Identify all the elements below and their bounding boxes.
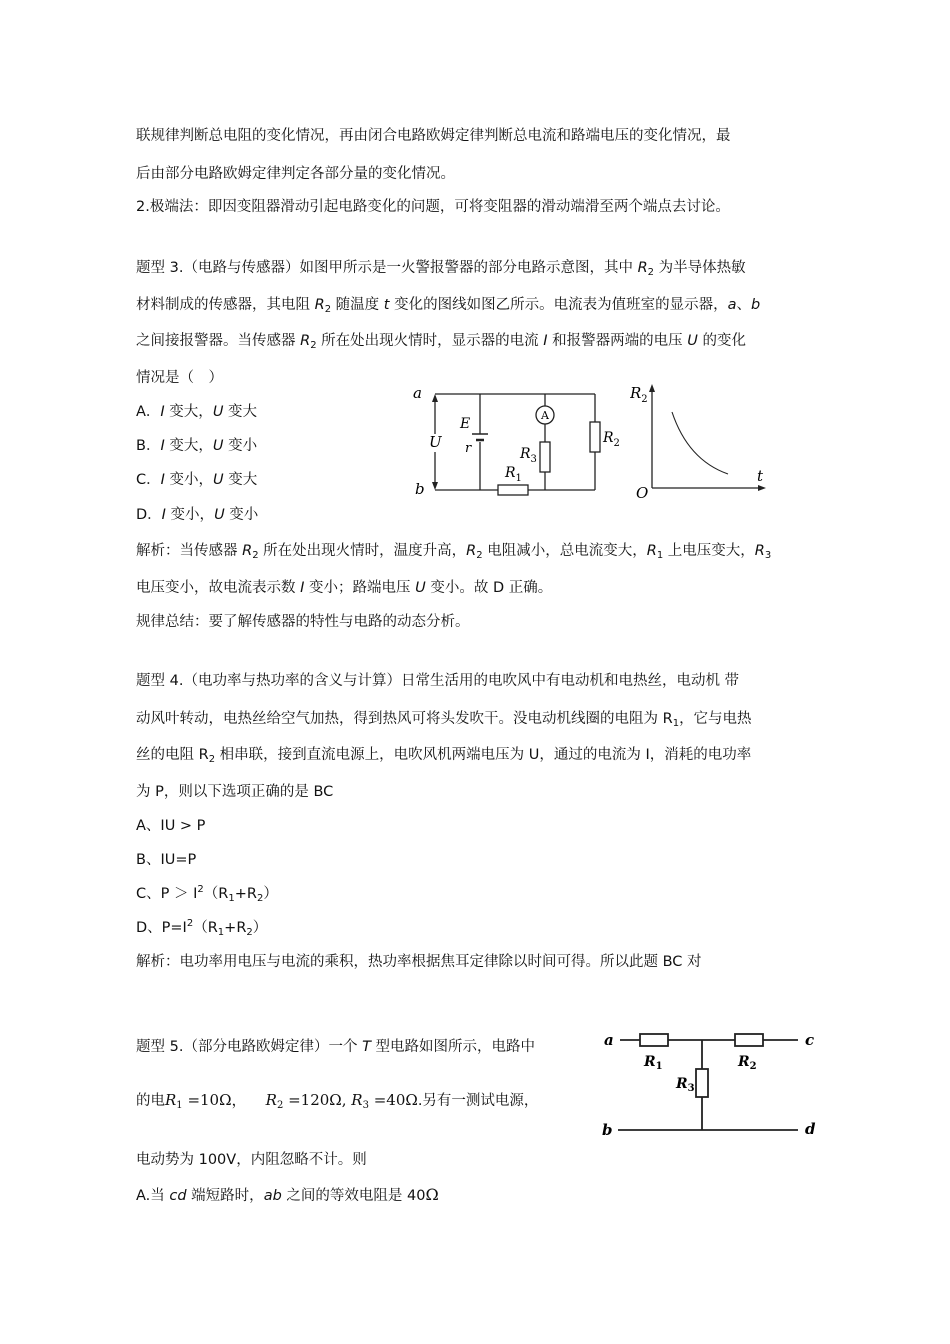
- q3-label-r: r: [465, 441, 472, 456]
- q5-label-d: d: [805, 1120, 816, 1138]
- q5-stem-line-1: 题型 5.（部分电路欧姆定律）一个 T 型电路如图所示，电路中: [136, 1039, 536, 1055]
- q4-stem-line-4: 为 P，则以下选项正确的是 BC: [136, 784, 334, 800]
- intro-line-3: 2.极端法：即因变阻器滑动引起电路变化的问题，可将变阻器的滑动端滑至两个端点去讨论。: [136, 199, 730, 215]
- q3-option-b: B．I 变大，U 变小: [136, 438, 258, 454]
- q5-option-a: A.当 cd 端短路时，ab 之间的等效电阻是 40Ω: [136, 1185, 439, 1204]
- q5-label-R2: $R_2$: [738, 1054, 757, 1072]
- q5-stem-line-3: 电动势为 100V，内阻忽略不计。则: [136, 1152, 367, 1168]
- q4-stem-line-2: 动风叶转动，电热丝给空气加热，得到热风可将头发吹干。没电动机线圈的电阻为 $R_1$，它与电热: [136, 711, 752, 729]
- q5-t-circuit-diagram: [600, 1026, 830, 1144]
- q3-rule-summary: 规律总结：要了解传感器的特性与电路的动态分析。: [136, 614, 470, 630]
- q3-label-R1: $R_1$: [505, 465, 522, 484]
- q3-label-a: a: [413, 384, 422, 402]
- q3-solution-line-1: 解析：当传感器 $R_2$ 所在处出现火情时，温度升高，$R_2$ 电阻减小，总电流变大，$R_1$ 上电压变大，$R_3$: [136, 543, 772, 561]
- q5-label-b: b: [602, 1121, 613, 1139]
- q3-solution-line-2: 电压变小，故电流表示数 I 变小；路端电压 U 变小。故 D 正确。: [136, 580, 553, 596]
- q3-ammeter-label: A: [541, 409, 549, 422]
- graph-origin: O: [636, 484, 649, 500]
- q4-stem-line-1: 题型 4.（电功率与热功率的含义与计算）日常生活用的电吹风中有电动机和电热丝，电动机 带: [136, 673, 740, 689]
- intro-line-2: 后由部分电路欧姆定律判定各部分量的变化情况。: [136, 166, 455, 182]
- q5-label-a: a: [604, 1031, 614, 1049]
- q3-stem-line-1: 题型 3.（电路与传感器）如图甲所示是一火警报警器的部分电路示意图，其中 $R_2$ 为半导体热敏: [136, 260, 746, 278]
- q5-label-c: c: [805, 1031, 815, 1049]
- q3-circuit-diagram: [405, 380, 625, 498]
- q3-label-E: E: [460, 416, 471, 432]
- graph-ylabel: $R_2$: [630, 384, 648, 405]
- q3-label-b: b: [415, 480, 425, 498]
- graph-xlabel: t: [757, 467, 764, 485]
- q3-stem-line-3: 之间接报警器。当传感器 $R_2$ 所在处出现火情时，显示器的电流 I 和报警器两端的电压 U 的变化: [136, 333, 747, 351]
- q3-option-d: D．I 变小，U 变小: [136, 507, 259, 523]
- q3-label-R3: $R_3$: [520, 446, 537, 465]
- q4-option-c: C、$P > I^2(R_1+R_2)$: [136, 884, 278, 904]
- q5-label-R1: $R_1$: [644, 1054, 663, 1072]
- q5-label-R3: $R_3$: [676, 1076, 695, 1094]
- intro-line-1: 联规律判断总电阻的变化情况，再由闭合电路欧姆定律判断总电流和路端电压的变化情况，最: [136, 128, 731, 144]
- q4-option-a: A、IU > P: [136, 818, 206, 834]
- q3-option-a: A．I 变大，U 变大: [136, 404, 258, 420]
- q3-r2-vs-t-graph: [630, 378, 775, 500]
- q4-option-d: D、$P=I^2(R_1+R_2)$: [136, 918, 268, 938]
- q3-label-U: U: [429, 433, 442, 451]
- q3-label-R2: $R_2$: [603, 430, 620, 449]
- q4-stem-line-3: 丝的电阻 $R_2$ 相串联，接到直流电源上，电吹风机两端电压为 U，通过的电流为 I，消耗的电功率: [136, 747, 752, 765]
- q3-option-c: C．I 变小，U 变大: [136, 472, 258, 488]
- q4-option-b: B、IU=P: [136, 852, 197, 868]
- q4-solution: 解析：电功率用电压与电流的乘积，热功率根据焦耳定律除以时间可得。所以此题 BC 对: [136, 954, 702, 970]
- q5-stem-line-2: 的电$R_1 =10\Omega$， $R_2 =120\Omega$, $R_3 =40\Omega$.另有一测试电源，: [136, 1091, 539, 1111]
- q3-stem-line-2: 材料制成的传感器，其电阻 $R_2$ 随温度 t 变化的图线如图乙所示。电流表为值班室的显示器，a、b: [136, 297, 761, 315]
- q3-stem-line-4: 情况是（ ）: [136, 370, 223, 386]
